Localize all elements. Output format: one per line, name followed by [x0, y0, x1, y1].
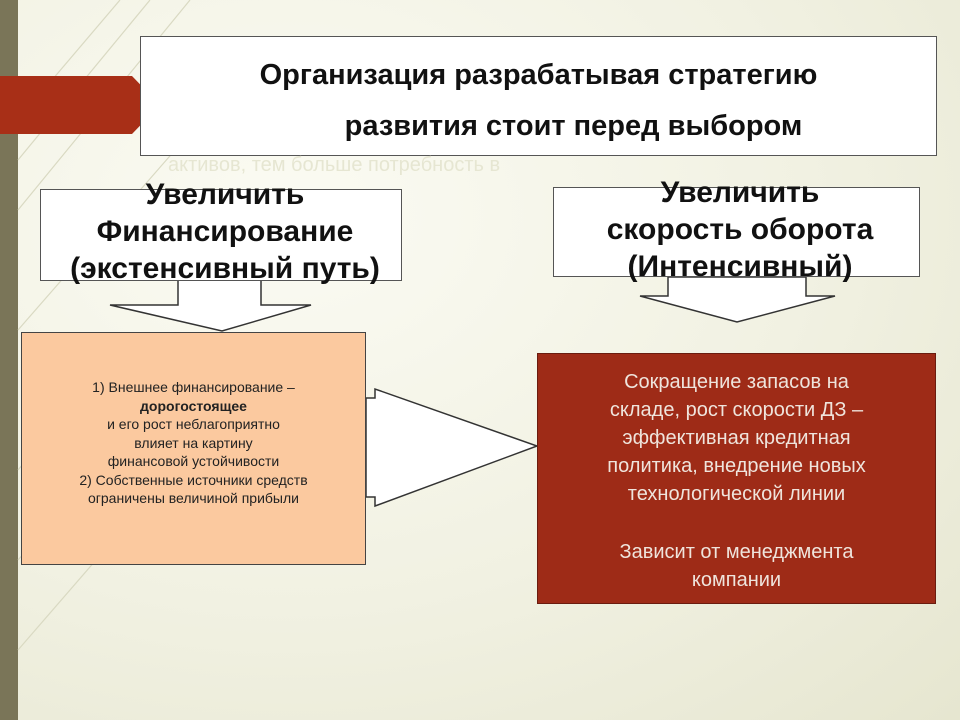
- intensive-detail-1: Сокращение запасов на: [624, 371, 849, 393]
- title-line-1: Организация разрабатывая стратегию: [259, 59, 818, 91]
- extensive-detail-4: влияет на картину: [134, 434, 253, 451]
- intensive-detail-6: Зависит от менеджмента: [619, 541, 854, 563]
- extensive-details-text: [22, 378, 365, 508]
- intensive-line-3: (Интенсивный): [627, 250, 853, 283]
- extensive-detail-5: финансовой устойчивости: [107, 453, 280, 469]
- ghost-text: активов, тем больше потребность в: [168, 154, 501, 176]
- intensive-heading: [560, 174, 920, 285]
- extensive-details-box: [21, 332, 366, 565]
- extensive-detail-6: 2) Собственные источники средств: [79, 471, 308, 488]
- extensive-line-3: (экстенсивный путь): [70, 252, 380, 285]
- intensive-detail-7: компании: [691, 569, 782, 591]
- intensive-details-box: [537, 353, 936, 604]
- intensive-details-paragraph-1: [548, 368, 925, 508]
- extensive-line-1: Увеличить: [145, 178, 305, 211]
- intensive-line-2: скорость оборота: [606, 213, 874, 246]
- extensive-detail-2: дорогостоящее: [140, 397, 247, 414]
- extensive-line-2: Финансирование: [96, 215, 354, 248]
- extensive-detail-1: 1) Внешнее финансирование –: [92, 379, 295, 395]
- intensive-line-1: Увеличить: [660, 176, 820, 209]
- extensive-heading: [40, 176, 410, 287]
- right-arrow: [366, 389, 537, 506]
- extensive-detail-3: и его рост неблагоприятно: [107, 416, 280, 432]
- intensive-detail-5: технологической линии: [627, 483, 846, 505]
- title-line-2: развития стоит перед выбором: [344, 110, 803, 142]
- intensive-detail-2: складе, рост скорости ДЗ –: [609, 399, 864, 421]
- intensive-details-paragraph-2: [548, 538, 925, 594]
- intensive-detail-4: политика, внедрение новых: [607, 455, 866, 477]
- intensive-detail-3: эффективная кредитная: [622, 427, 851, 449]
- extensive-detail-7: ограничены величиной прибыли: [88, 490, 299, 506]
